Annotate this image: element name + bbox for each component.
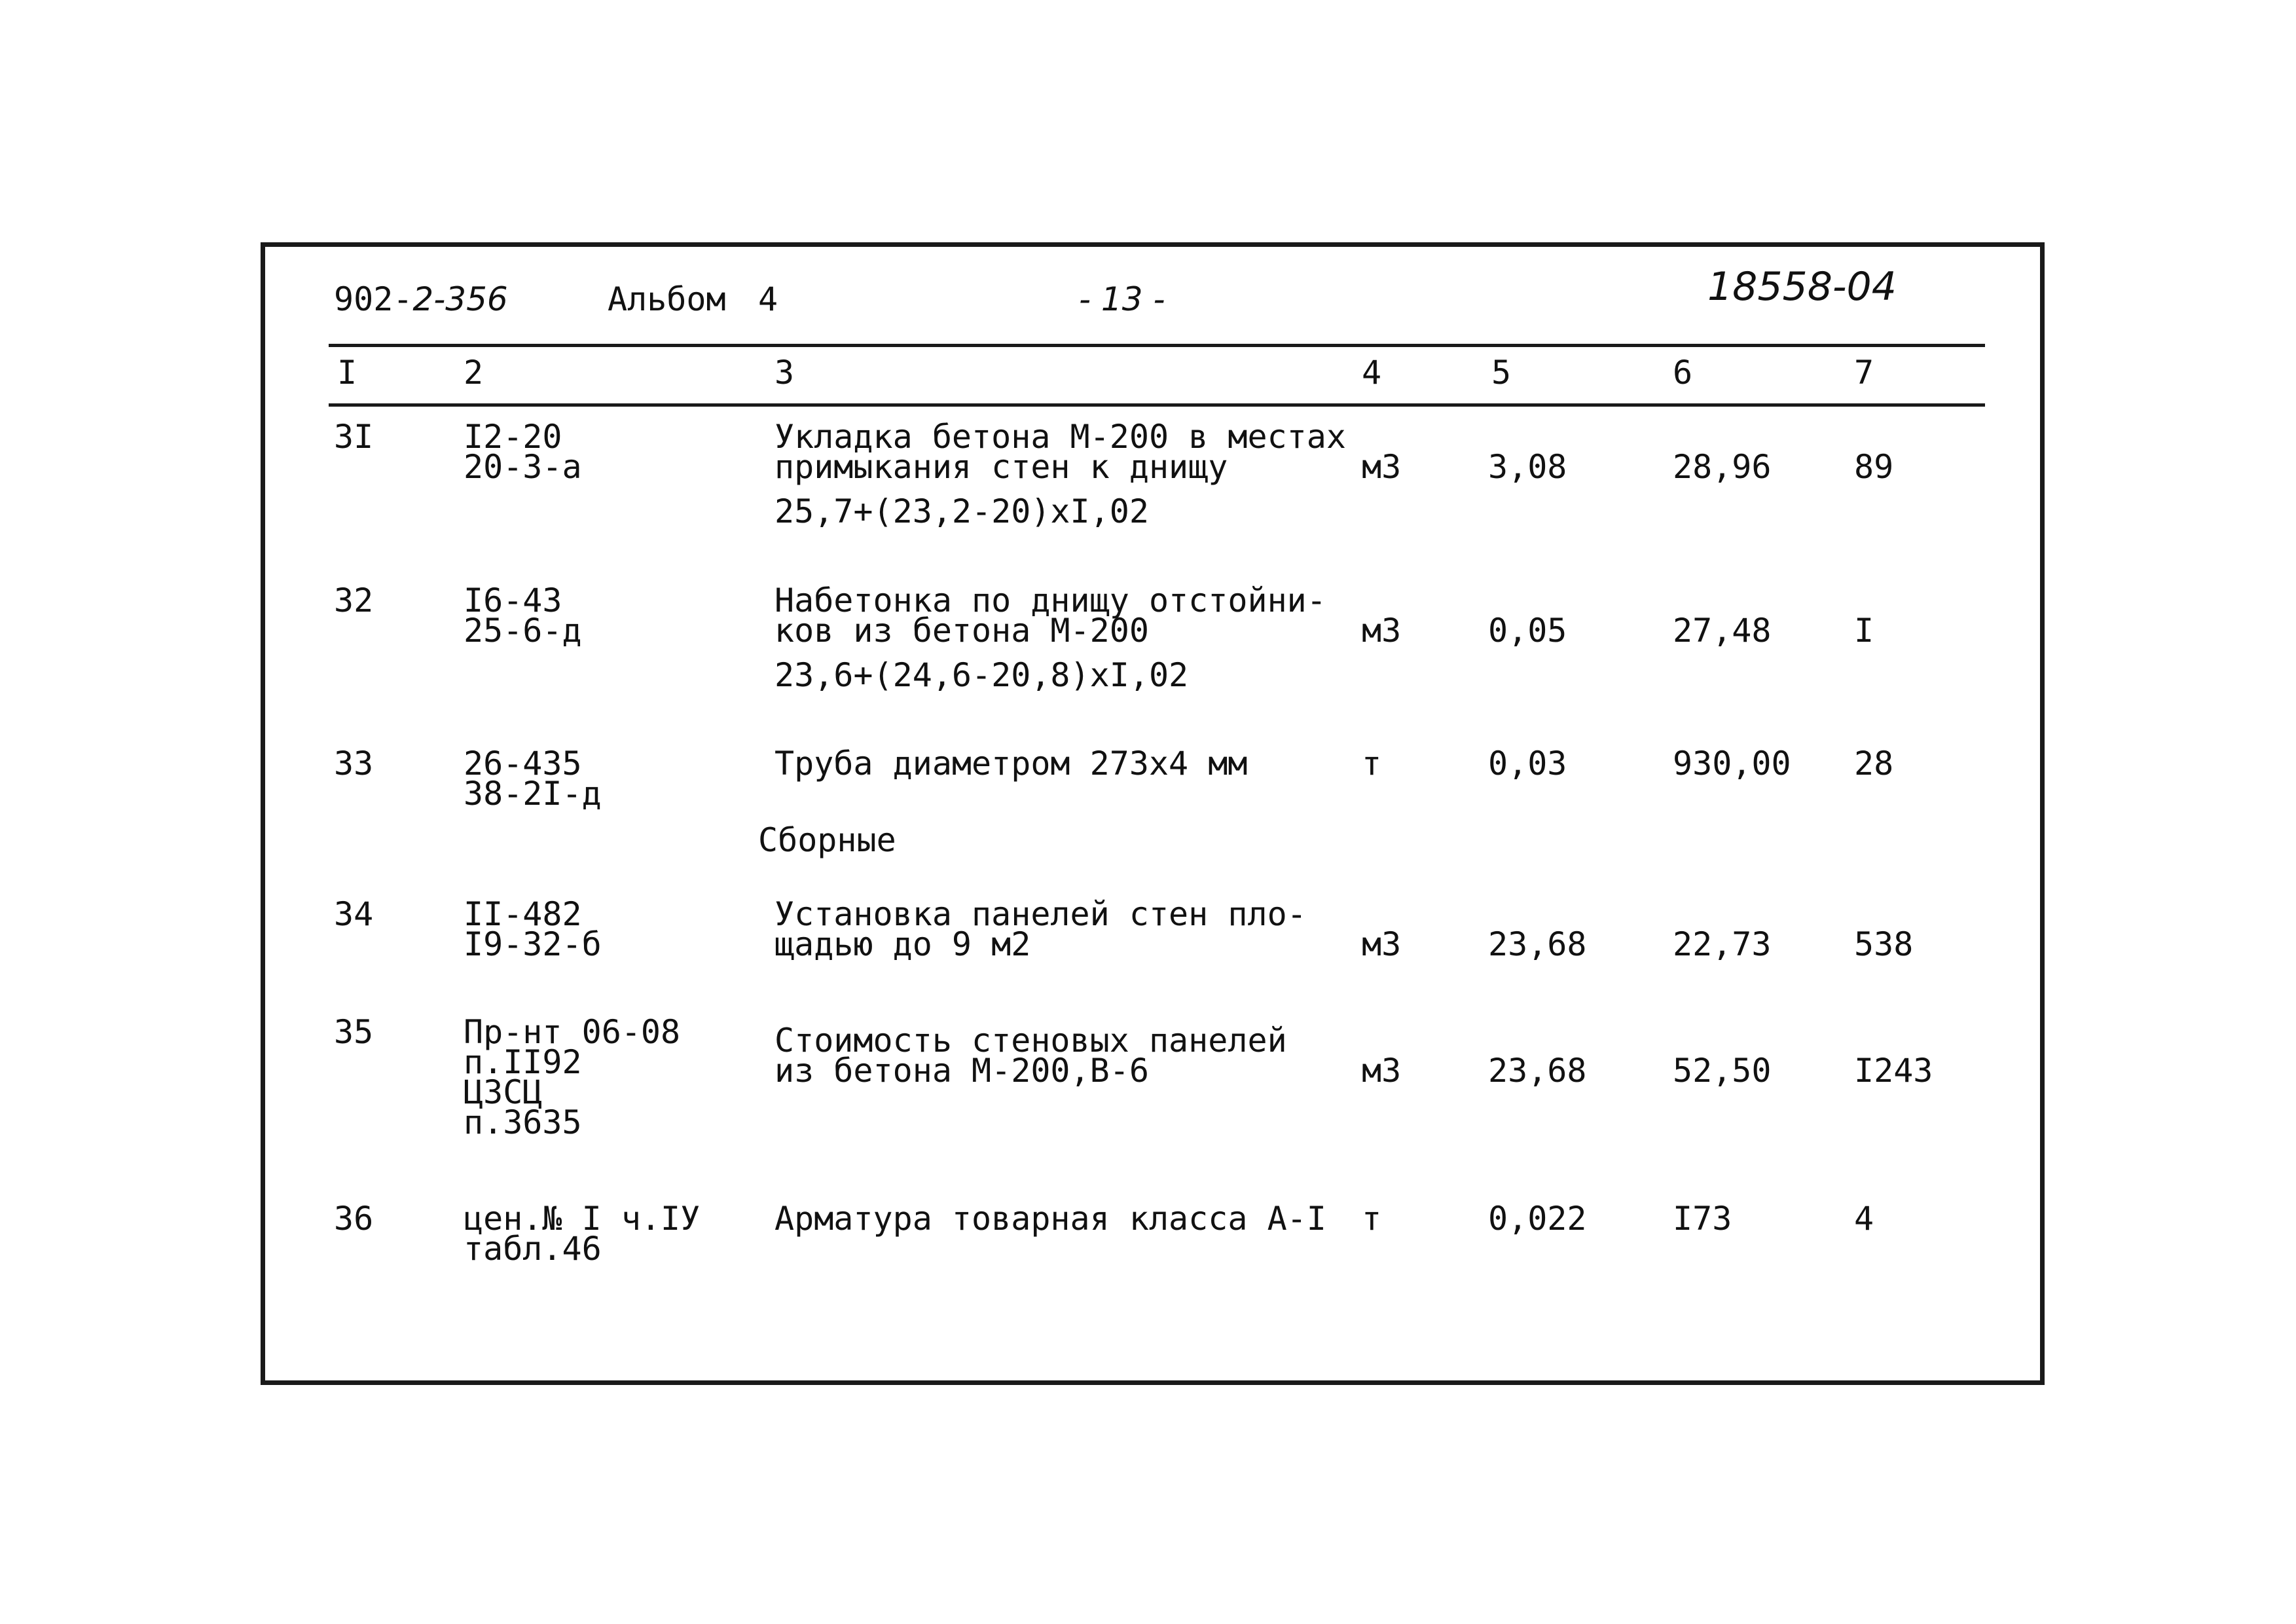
row-price: I73 xyxy=(1673,1200,1732,1238)
row-code-line: 25-6-д xyxy=(464,612,582,650)
row-description-line: Набетонка по днищу отстойни- xyxy=(774,581,1326,619)
row-description-line: Труба диаметром 273x4 мм xyxy=(774,745,1248,783)
row-total: 28 xyxy=(1854,745,1894,783)
row-description-line: щадью до 9 м2 xyxy=(774,925,1031,963)
row-code-line: цен.№ I ч.IУ xyxy=(464,1200,701,1238)
row-quantity: 0,022 xyxy=(1488,1200,1587,1238)
row-quantity: 3,08 xyxy=(1488,448,1567,486)
row-unit: м3 xyxy=(1362,448,1402,486)
row-unit: м3 xyxy=(1362,1052,1402,1090)
row-code-line: табл.46 xyxy=(464,1230,602,1268)
album-number: 4 xyxy=(758,280,778,318)
row-formula: 25,7+(23,2-20)xI,02 xyxy=(774,492,1149,530)
row-unit: м3 xyxy=(1362,612,1402,650)
album-label: Альбом xyxy=(608,280,726,318)
row-unit: т xyxy=(1362,1200,1382,1238)
row-number: 36 xyxy=(334,1200,374,1238)
row-code-line: I9-32-б xyxy=(464,925,602,963)
row-price: 27,48 xyxy=(1673,612,1772,650)
row-total: 89 xyxy=(1854,448,1894,486)
row-description-line: Укладка бетона М-200 в местах xyxy=(774,418,1346,456)
header-rule-bottom xyxy=(329,403,1985,407)
row-number: 32 xyxy=(334,581,374,619)
col-header-5: 5 xyxy=(1491,354,1512,392)
row-quantity: 23,68 xyxy=(1488,1052,1587,1090)
row-number: 34 xyxy=(334,895,374,933)
row-total: I243 xyxy=(1854,1052,1933,1090)
section-label: Сборные xyxy=(758,821,896,859)
row-description-line: примыкания стен к днищу xyxy=(774,448,1228,486)
row-price: 22,73 xyxy=(1673,925,1772,963)
row-price: 28,96 xyxy=(1673,448,1772,486)
row-code-line: 26-435 xyxy=(464,745,582,783)
row-code-line: I2-20 xyxy=(464,418,562,456)
row-code-line: ЦЗСЦ xyxy=(464,1073,543,1111)
row-formula: 23,6+(24,6-20,8)xI,02 xyxy=(774,656,1189,694)
col-header-7: 7 xyxy=(1854,354,1874,392)
row-description-line: Арматура товарная класса А-I xyxy=(774,1200,1326,1238)
row-code-line: I6-43 xyxy=(464,581,562,619)
row-price: 930,00 xyxy=(1673,745,1791,783)
archive-stamp: 18558-04 xyxy=(1707,264,1897,310)
row-number: 33 xyxy=(334,745,374,783)
doc-number: 902-2-356 xyxy=(334,280,508,318)
page-number: - 13 - xyxy=(1079,280,1165,318)
row-total: 538 xyxy=(1854,925,1914,963)
row-quantity: 23,68 xyxy=(1488,925,1587,963)
col-header-2: 2 xyxy=(464,354,484,392)
row-code-line: 38-2I-д xyxy=(464,775,602,813)
row-price: 52,50 xyxy=(1673,1052,1772,1090)
row-description-line: ков из бетона М-200 xyxy=(774,612,1149,650)
row-description-line: Установка панелей стен пло- xyxy=(774,895,1307,933)
row-quantity: 0,05 xyxy=(1488,612,1567,650)
col-header-1: I xyxy=(337,354,357,392)
row-code-line: 20-3-а xyxy=(464,448,582,486)
row-unit: м3 xyxy=(1362,925,1402,963)
row-unit: т xyxy=(1362,745,1382,783)
header-rule-top xyxy=(329,344,1985,347)
row-total: 4 xyxy=(1854,1200,1874,1238)
row-description-line: из бетона М-200,В-6 xyxy=(774,1052,1149,1090)
col-header-6: 6 xyxy=(1673,354,1693,392)
row-total: I xyxy=(1854,612,1874,650)
row-code-line: п.3635 xyxy=(464,1103,582,1141)
col-header-4: 4 xyxy=(1362,354,1382,392)
row-quantity: 0,03 xyxy=(1488,745,1567,783)
row-code-line: II-482 xyxy=(464,895,582,933)
row-description-line: Стоимость стеновых панелей xyxy=(774,1022,1287,1060)
row-code-line: п.II92 xyxy=(464,1043,582,1081)
row-code-line: Пр-нт 06-08 xyxy=(464,1013,681,1051)
col-header-3: 3 xyxy=(774,354,795,392)
row-number: 3I xyxy=(334,418,374,456)
row-number: 35 xyxy=(334,1013,374,1051)
